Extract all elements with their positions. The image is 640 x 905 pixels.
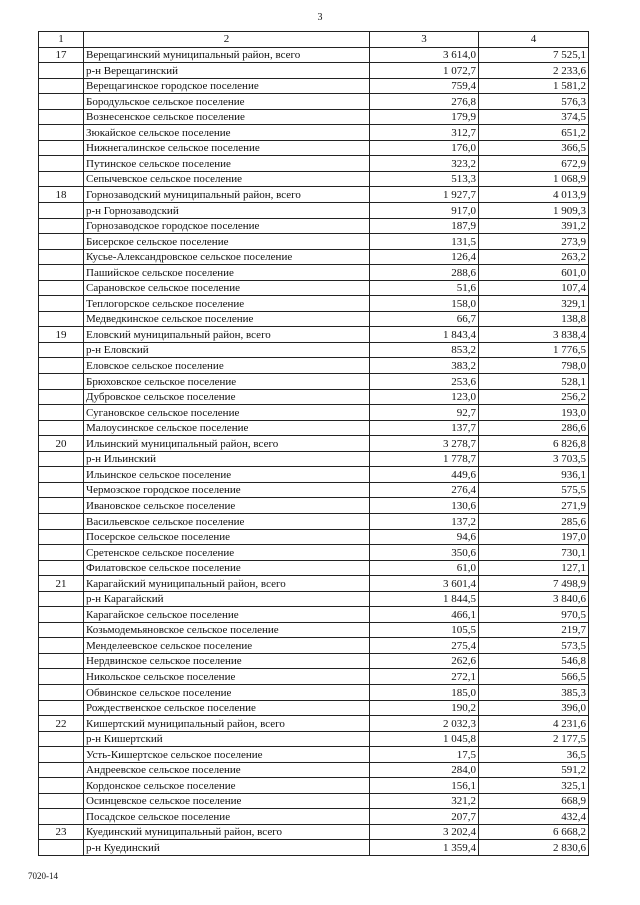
row-value-col4-cell: 1 909,3 (479, 203, 589, 219)
row-value-col3-cell: 383,2 (370, 358, 479, 374)
table-row (39, 78, 589, 94)
row-value-col4-cell: 1 776,5 (479, 342, 589, 358)
table-row (39, 700, 589, 716)
row-value-col4-cell: 286,6 (479, 420, 589, 436)
row-number-cell (39, 747, 84, 763)
row-value-col4-cell: 366,5 (479, 140, 589, 156)
table-row (39, 513, 589, 529)
table-row (39, 824, 589, 840)
row-number-cell (39, 94, 84, 110)
row-value-col4-cell: 329,1 (479, 296, 589, 312)
row-value-col3-cell: 321,2 (370, 793, 479, 809)
row-name-cell: р-н Куединский (84, 840, 370, 856)
row-number-cell (39, 762, 84, 778)
row-value-col3-cell: 137,7 (370, 420, 479, 436)
row-name-cell: Обвинское сельское поселение (84, 684, 370, 700)
row-name-cell: Менделеевское сельское поселение (84, 638, 370, 654)
row-value-col3-cell: 1 045,8 (370, 731, 479, 747)
row-number-cell (39, 560, 84, 576)
row-name-cell: Сугановское сельское поселение (84, 405, 370, 421)
row-number-cell (39, 109, 84, 125)
row-number-cell (39, 140, 84, 156)
table-row (39, 296, 589, 312)
table-row (39, 327, 589, 343)
row-value-col4-cell: 432,4 (479, 809, 589, 825)
table-row (39, 94, 589, 110)
row-value-col4-cell: 798,0 (479, 358, 589, 374)
row-value-col3-cell: 1 359,4 (370, 840, 479, 856)
row-value-col4-cell: 576,3 (479, 94, 589, 110)
row-value-col3-cell: 3 601,4 (370, 576, 479, 592)
table-row (39, 249, 589, 265)
row-name-cell: Усть-Кишертское сельское поселение (84, 747, 370, 763)
row-name-cell: Верещагинский муниципальный район, всего (84, 47, 370, 63)
row-value-col3-cell: 449,6 (370, 467, 479, 483)
row-value-col3-cell: 853,2 (370, 342, 479, 358)
row-value-col3-cell: 123,0 (370, 389, 479, 405)
table-row (39, 591, 589, 607)
table-row (39, 171, 589, 187)
row-value-col4-cell: 263,2 (479, 249, 589, 265)
row-value-col3-cell: 1 844,5 (370, 591, 479, 607)
row-number-cell (39, 622, 84, 638)
row-value-col3-cell: 158,0 (370, 296, 479, 312)
row-name-cell: Нижнегалинское сельское поселение (84, 140, 370, 156)
row-value-col4-cell: 285,6 (479, 513, 589, 529)
row-number-cell (39, 234, 84, 250)
row-name-cell: Пашийское сельское поселение (84, 265, 370, 281)
row-number-cell (39, 171, 84, 187)
table-row (39, 203, 589, 219)
row-name-cell: Верещагинское городское поселение (84, 78, 370, 94)
row-number-cell: 22 (39, 716, 84, 732)
row-name-cell: Сарановское сельское поселение (84, 280, 370, 296)
table-row (39, 436, 589, 452)
row-name-cell: Васильевское сельское поселение (84, 513, 370, 529)
row-number-cell (39, 374, 84, 390)
row-number-cell: 21 (39, 576, 84, 592)
row-name-cell: Бородульское сельское поселение (84, 94, 370, 110)
row-value-col4-cell: 6 826,8 (479, 436, 589, 452)
row-name-cell: Никольское сельское поселение (84, 669, 370, 685)
row-name-cell: Сепычевское сельское поселение (84, 171, 370, 187)
row-number-cell: 18 (39, 187, 84, 203)
row-value-col4-cell: 575,5 (479, 482, 589, 498)
row-value-col4-cell: 573,5 (479, 638, 589, 654)
row-value-col3-cell: 176,0 (370, 140, 479, 156)
table-row (39, 389, 589, 405)
row-name-cell: Малоусинское сельское поселение (84, 420, 370, 436)
row-value-col4-cell: 730,1 (479, 545, 589, 561)
row-name-cell: Филатовское сельское поселение (84, 560, 370, 576)
row-value-col4-cell: 385,3 (479, 684, 589, 700)
row-number-cell (39, 591, 84, 607)
row-value-col4-cell: 3 703,5 (479, 451, 589, 467)
row-value-col4-cell: 3 838,4 (479, 327, 589, 343)
column-header: 2 (84, 32, 370, 48)
row-number-cell (39, 731, 84, 747)
row-name-cell: р-н Карагайский (84, 591, 370, 607)
row-name-cell: Осинцевское сельское поселение (84, 793, 370, 809)
row-name-cell: Бисерское сельское поселение (84, 234, 370, 250)
table-row (39, 793, 589, 809)
row-name-cell: р-н Кишертский (84, 731, 370, 747)
table-row (39, 762, 589, 778)
row-value-col3-cell: 253,6 (370, 374, 479, 390)
row-value-col4-cell: 566,5 (479, 669, 589, 685)
row-number-cell (39, 467, 84, 483)
table-row (39, 109, 589, 125)
table-row (39, 63, 589, 79)
row-value-col4-cell: 374,5 (479, 109, 589, 125)
table-row (39, 684, 589, 700)
row-number-cell: 20 (39, 436, 84, 452)
document-code: 7020-14 (28, 871, 58, 881)
row-value-col3-cell: 3 614,0 (370, 47, 479, 63)
row-name-cell: Куединский муниципальный район, всего (84, 824, 370, 840)
row-name-cell: Карагайский муниципальный район, всего (84, 576, 370, 592)
row-number-cell (39, 405, 84, 421)
row-value-col3-cell: 1 927,7 (370, 187, 479, 203)
page-number: 3 (317, 12, 323, 23)
row-name-cell: Андреевское сельское поселение (84, 762, 370, 778)
row-value-col4-cell: 219,7 (479, 622, 589, 638)
row-value-col3-cell: 187,9 (370, 218, 479, 234)
row-value-col4-cell: 7 498,9 (479, 576, 589, 592)
table-row (39, 265, 589, 281)
column-header: 4 (479, 32, 589, 48)
table-row (39, 576, 589, 592)
row-name-cell: Карагайское сельское поселение (84, 607, 370, 623)
row-value-col4-cell: 970,5 (479, 607, 589, 623)
row-value-col4-cell: 127,1 (479, 560, 589, 576)
row-value-col3-cell: 276,4 (370, 482, 479, 498)
table-header-row (39, 32, 589, 48)
row-name-cell: Чермозское городское поселение (84, 482, 370, 498)
row-number-cell (39, 358, 84, 374)
table-row (39, 218, 589, 234)
row-name-cell: Путинское сельское поселение (84, 156, 370, 172)
table-row (39, 653, 589, 669)
table-row (39, 840, 589, 856)
row-value-col3-cell: 207,7 (370, 809, 479, 825)
row-number-cell: 23 (39, 824, 84, 840)
row-number-cell (39, 638, 84, 654)
row-value-col4-cell: 7 525,1 (479, 47, 589, 63)
row-number-cell (39, 700, 84, 716)
row-number-cell (39, 482, 84, 498)
row-value-col3-cell: 190,2 (370, 700, 479, 716)
table-row (39, 560, 589, 576)
row-value-col3-cell: 61,0 (370, 560, 479, 576)
row-value-col3-cell: 272,1 (370, 669, 479, 685)
row-value-col4-cell: 1 068,9 (479, 171, 589, 187)
row-value-col4-cell: 3 840,6 (479, 591, 589, 607)
table-row (39, 482, 589, 498)
row-value-col3-cell: 323,2 (370, 156, 479, 172)
row-value-col4-cell: 936,1 (479, 467, 589, 483)
row-name-cell: Зюкайское сельское поселение (84, 125, 370, 141)
row-value-col3-cell: 17,5 (370, 747, 479, 763)
row-name-cell: Ильинский муниципальный район, всего (84, 436, 370, 452)
table-row (39, 405, 589, 421)
row-name-cell: Горнозаводское городское поселение (84, 218, 370, 234)
row-value-col3-cell: 1 778,7 (370, 451, 479, 467)
table-row (39, 374, 589, 390)
row-number-cell (39, 684, 84, 700)
row-name-cell: Ивановское сельское поселение (84, 498, 370, 514)
table-row (39, 716, 589, 732)
row-name-cell: Горнозаводский муниципальный район, всего (84, 187, 370, 203)
table-row (39, 156, 589, 172)
row-name-cell: р-н Верещагинский (84, 63, 370, 79)
row-name-cell: Посерское сельское поселение (84, 529, 370, 545)
row-name-cell: Нердвинское сельское поселение (84, 653, 370, 669)
row-value-col4-cell: 4 013,9 (479, 187, 589, 203)
table-row (39, 467, 589, 483)
row-value-col3-cell: 105,5 (370, 622, 479, 638)
row-number-cell (39, 545, 84, 561)
row-name-cell: Брюховское сельское поселение (84, 374, 370, 390)
row-name-cell: Вознесенское сельское поселение (84, 109, 370, 125)
row-name-cell: Дубровское сельское поселение (84, 389, 370, 405)
row-value-col4-cell: 273,9 (479, 234, 589, 250)
row-value-col4-cell: 601,0 (479, 265, 589, 281)
row-value-col4-cell: 391,2 (479, 218, 589, 234)
row-value-col4-cell: 193,0 (479, 405, 589, 421)
row-name-cell: Сретенское сельское поселение (84, 545, 370, 561)
row-value-col4-cell: 138,8 (479, 311, 589, 327)
table-row (39, 622, 589, 638)
row-value-col4-cell: 6 668,2 (479, 824, 589, 840)
row-name-cell: Кусье-Александровское сельское поселение (84, 249, 370, 265)
row-value-col3-cell: 156,1 (370, 778, 479, 794)
row-value-col4-cell: 256,2 (479, 389, 589, 405)
row-number-cell (39, 63, 84, 79)
table-row (39, 234, 589, 250)
row-value-col4-cell: 325,1 (479, 778, 589, 794)
table-row (39, 529, 589, 545)
row-name-cell: Еловский муниципальный район, всего (84, 327, 370, 343)
row-number-cell: 19 (39, 327, 84, 343)
row-value-col3-cell: 312,7 (370, 125, 479, 141)
row-name-cell: Ильинское сельское поселение (84, 467, 370, 483)
row-value-col4-cell: 4 231,6 (479, 716, 589, 732)
table-row (39, 669, 589, 685)
table-row (39, 420, 589, 436)
row-value-col3-cell: 3 202,4 (370, 824, 479, 840)
row-value-col3-cell: 275,4 (370, 638, 479, 654)
row-number-cell (39, 669, 84, 685)
row-value-col4-cell: 672,9 (479, 156, 589, 172)
row-number-cell (39, 420, 84, 436)
row-value-col3-cell: 94,6 (370, 529, 479, 545)
row-value-col3-cell: 276,8 (370, 94, 479, 110)
row-value-col3-cell: 350,6 (370, 545, 479, 561)
row-value-col4-cell: 1 581,2 (479, 78, 589, 94)
row-name-cell: Кордонское сельское поселение (84, 778, 370, 794)
row-number-cell (39, 296, 84, 312)
row-value-col3-cell: 1 072,7 (370, 63, 479, 79)
row-value-col3-cell: 130,6 (370, 498, 479, 514)
row-number-cell (39, 249, 84, 265)
table-row (39, 498, 589, 514)
row-name-cell: Теплогорское сельское поселение (84, 296, 370, 312)
table-body (39, 32, 589, 856)
row-value-col3-cell: 262,6 (370, 653, 479, 669)
row-name-cell: р-н Ильинский (84, 451, 370, 467)
row-value-col4-cell: 651,2 (479, 125, 589, 141)
table-row (39, 778, 589, 794)
column-header: 1 (39, 32, 84, 48)
row-value-col4-cell: 197,0 (479, 529, 589, 545)
table-row (39, 140, 589, 156)
row-number-cell (39, 125, 84, 141)
table-row (39, 280, 589, 296)
row-number-cell: 17 (39, 47, 84, 63)
table-row (39, 342, 589, 358)
row-name-cell: Рождественское сельское поселение (84, 700, 370, 716)
row-value-col4-cell: 528,1 (479, 374, 589, 390)
row-name-cell: р-н Горнозаводский (84, 203, 370, 219)
table-row (39, 125, 589, 141)
row-value-col3-cell: 513,3 (370, 171, 479, 187)
row-value-col3-cell: 137,2 (370, 513, 479, 529)
row-name-cell: Еловское сельское поселение (84, 358, 370, 374)
table-row (39, 607, 589, 623)
row-number-cell (39, 607, 84, 623)
row-value-col4-cell: 2 177,5 (479, 731, 589, 747)
row-value-col3-cell: 917,0 (370, 203, 479, 219)
table-row (39, 311, 589, 327)
row-value-col4-cell: 271,9 (479, 498, 589, 514)
row-number-cell (39, 793, 84, 809)
row-value-col4-cell: 36,5 (479, 747, 589, 763)
row-number-cell (39, 778, 84, 794)
row-number-cell (39, 218, 84, 234)
row-value-col3-cell: 179,9 (370, 109, 479, 125)
row-number-cell (39, 265, 84, 281)
row-number-cell (39, 840, 84, 856)
row-value-col3-cell: 1 843,4 (370, 327, 479, 343)
row-name-cell: р-н Еловский (84, 342, 370, 358)
row-number-cell (39, 156, 84, 172)
row-number-cell (39, 203, 84, 219)
table-row (39, 187, 589, 203)
table-row (39, 809, 589, 825)
row-number-cell (39, 78, 84, 94)
column-header: 3 (370, 32, 479, 48)
row-value-col4-cell: 396,0 (479, 700, 589, 716)
table-row (39, 358, 589, 374)
row-value-col3-cell: 3 278,7 (370, 436, 479, 452)
row-number-cell (39, 451, 84, 467)
table-row (39, 451, 589, 467)
row-value-col3-cell: 92,7 (370, 405, 479, 421)
row-value-col3-cell: 126,4 (370, 249, 479, 265)
row-number-cell (39, 498, 84, 514)
row-value-col3-cell: 759,4 (370, 78, 479, 94)
row-value-col3-cell: 185,0 (370, 684, 479, 700)
table-row (39, 638, 589, 654)
row-name-cell: Козьмодемьяновское сельское поселение (84, 622, 370, 638)
row-value-col4-cell: 668,9 (479, 793, 589, 809)
row-name-cell: Посадское сельское поселение (84, 809, 370, 825)
row-value-col3-cell: 131,5 (370, 234, 479, 250)
row-value-col3-cell: 284,0 (370, 762, 479, 778)
row-value-col3-cell: 51,6 (370, 280, 479, 296)
row-value-col4-cell: 546,8 (479, 653, 589, 669)
row-value-col4-cell: 591,2 (479, 762, 589, 778)
row-value-col3-cell: 288,6 (370, 265, 479, 281)
row-number-cell (39, 653, 84, 669)
row-value-col3-cell: 466,1 (370, 607, 479, 623)
table-row (39, 731, 589, 747)
row-value-col3-cell: 2 032,3 (370, 716, 479, 732)
row-number-cell (39, 280, 84, 296)
row-number-cell (39, 389, 84, 405)
row-number-cell (39, 529, 84, 545)
row-value-col4-cell: 107,4 (479, 280, 589, 296)
row-value-col4-cell: 2 233,6 (479, 63, 589, 79)
row-name-cell: Медведкинское сельское поселение (84, 311, 370, 327)
row-value-col3-cell: 66,7 (370, 311, 479, 327)
row-name-cell: Кишертский муниципальный район, всего (84, 716, 370, 732)
row-number-cell (39, 342, 84, 358)
table-row (39, 47, 589, 63)
row-number-cell (39, 513, 84, 529)
row-number-cell (39, 311, 84, 327)
row-value-col4-cell: 2 830,6 (479, 840, 589, 856)
row-number-cell (39, 809, 84, 825)
table-row (39, 747, 589, 763)
data-table (38, 31, 589, 856)
table-row (39, 545, 589, 561)
